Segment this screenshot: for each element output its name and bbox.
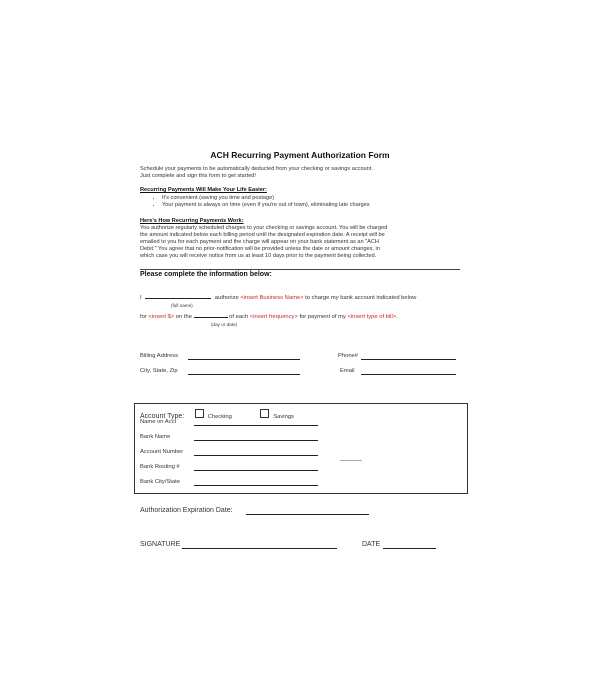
form-title: ACH Recurring Payment Authorization Form (210, 150, 390, 160)
name-on-acct-label: Name on Acct (140, 419, 177, 425)
benefits-heading: Recurring Payments Will Make Your Life Easier: (140, 187, 267, 193)
expiration-label: Authorization Expiration Date: (140, 507, 233, 514)
business-name-placeholder: <insert Business Name> (240, 295, 304, 301)
auth-rest: to charge my bank account indicated below (305, 295, 417, 301)
how-line: which case you will receive notice from us at least 10 days prior to the payment being collected. (140, 253, 377, 259)
billing-address-label: Billing Address (140, 353, 179, 359)
benefit-item: • Your payment is always on time (even if you're out of town), eliminating late charges (162, 202, 370, 209)
section-heading: Please complete the information below: (140, 271, 272, 278)
savings-label: Savings (273, 414, 294, 420)
expiration-field[interactable] (246, 505, 369, 515)
frequency-placeholder: <insert frequency> (249, 314, 298, 320)
full-name-field[interactable] (145, 298, 211, 299)
bank-city-state-label: Bank City/State (140, 479, 180, 485)
day-or-date-caption: (day or date) (211, 322, 238, 327)
amount-placeholder: <insert $> (148, 314, 175, 320)
benefits-list (140, 195, 370, 209)
authorization-line (140, 295, 416, 301)
benefit-item: • It's convenient (saving you time and postage) (162, 195, 370, 202)
amount-payment-of-my: for payment of my (299, 314, 346, 320)
account-number-label: Account Number (140, 449, 184, 455)
city-state-zip-label: City, State, Zip (140, 368, 178, 374)
auth-authorize: authorize (214, 295, 239, 301)
date-field[interactable] (383, 539, 436, 549)
billing-address-field[interactable] (188, 351, 300, 360)
checking-label: Checking (207, 414, 232, 420)
intro-line-2: Just complete and sign this form to get started! (140, 173, 256, 179)
name-on-acct-field[interactable] (194, 417, 318, 426)
section-divider (140, 269, 460, 270)
account-number-field[interactable] (194, 447, 318, 456)
amount-end: . (396, 314, 398, 320)
how-line: You authorize regularly scheduled charges to your checking or savings account. You will be charged (140, 225, 388, 231)
amount-on-the: on the (175, 314, 192, 320)
amount-line (140, 314, 398, 320)
bill-type-placeholder: <insert type of bill> (347, 314, 397, 320)
intro-line-1: Schedule your payments to be automatically deducted from your checking or savings account. (140, 166, 373, 172)
amount-of-each: of each (229, 314, 249, 320)
account-type-label: Account Type: (140, 413, 185, 420)
how-heading: Here's How Recurring Payments Work: (140, 218, 244, 224)
signature-label: SIGNATURE (140, 541, 181, 548)
amount-for: for (140, 314, 147, 320)
email-field[interactable] (361, 366, 456, 375)
phone-field[interactable] (361, 351, 456, 360)
routing-field[interactable] (194, 462, 318, 471)
bank-name-label: Bank Name (140, 434, 171, 440)
how-line: the amount indicated below each billing period until the designated expiration date. A receipt will be (140, 232, 385, 238)
how-line: Debit." You agree that no prior-notification will be provided unless the date or amount changes, in (140, 246, 380, 252)
bank-city-state-field[interactable] (194, 477, 318, 486)
signature-field[interactable] (182, 539, 337, 549)
routing-label: Bank Routing # (140, 464, 180, 470)
phone-label: Phone# (338, 353, 358, 359)
date-label: DATE (362, 541, 381, 548)
email-label: Email (340, 368, 355, 374)
day-or-date-field[interactable] (194, 317, 228, 318)
city-state-zip-field[interactable] (188, 366, 300, 375)
bank-name-field[interactable] (194, 432, 318, 441)
how-line: emailed to you for each payment and the charge will appear on your bank statement as an "ACH (140, 239, 379, 245)
full-name-caption: (full name) (171, 303, 193, 308)
check-sample-mark (340, 460, 362, 461)
auth-i: I (140, 295, 142, 301)
